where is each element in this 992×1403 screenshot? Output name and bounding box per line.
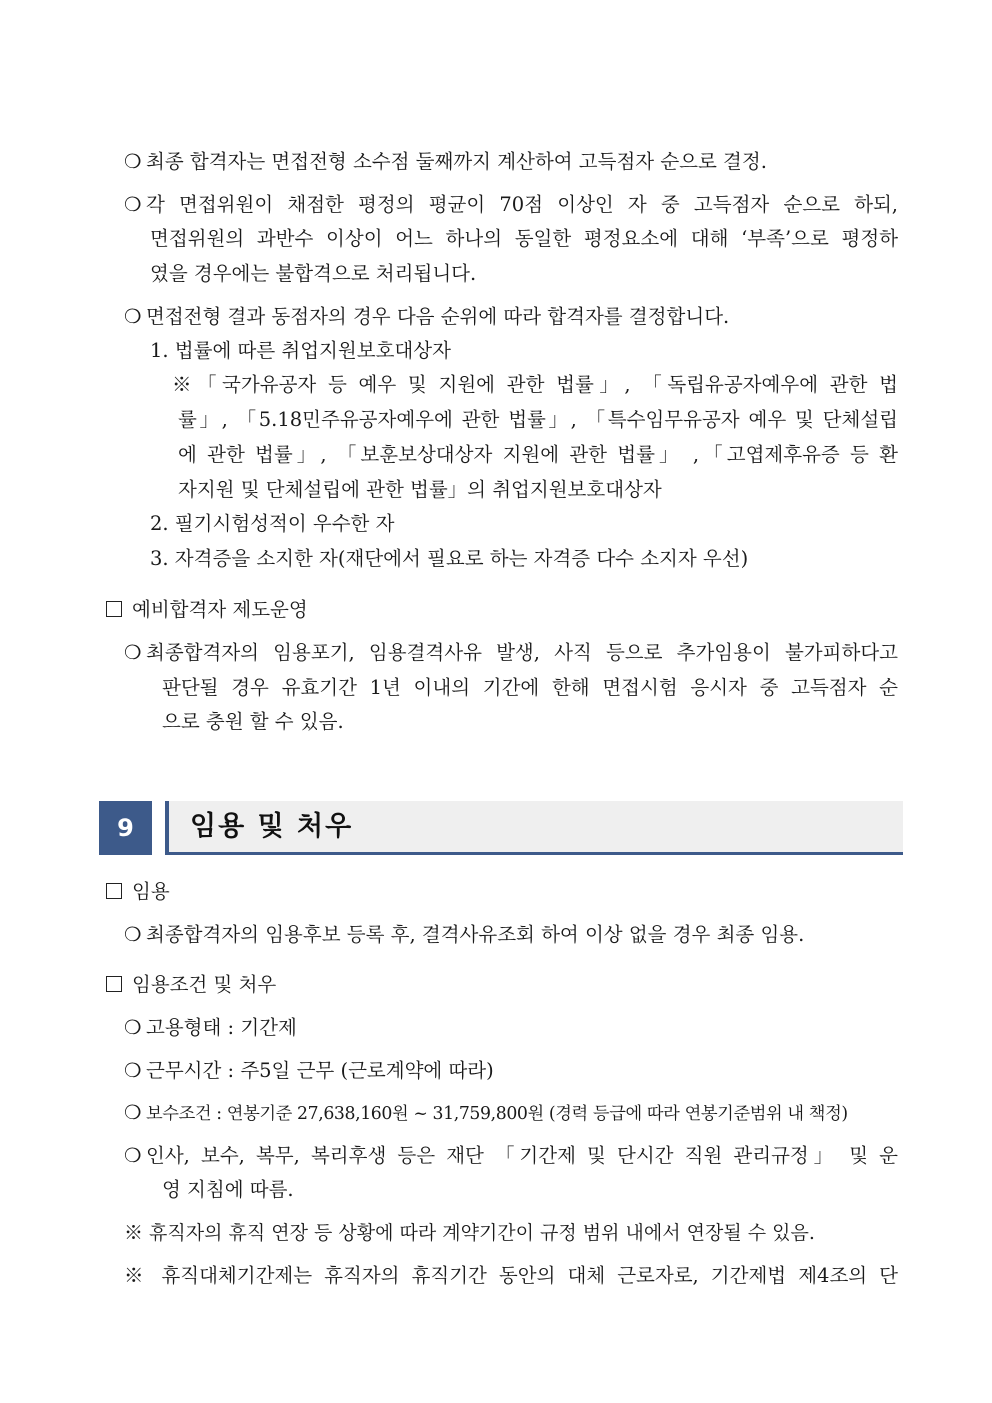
circle-bullet-icon: ❍ — [124, 1101, 142, 1124]
text-line: 최종 합격자는 면접전형 소수점 둘째까지 계산하여 고득점자 순으로 결정. — [146, 150, 767, 173]
personnel-rules-line — [124, 1143, 898, 1169]
text-line: 고용형태 : 기간제 — [146, 1016, 297, 1039]
text-line: 근무시간 : 주5일 근무 (근로계약에 따라) — [146, 1059, 494, 1082]
text-line: 인사, 보수, 복무, 복리후생 등은 재단 「기간제 및 단시간 직원 관리규정」 및 운 — [146, 1144, 898, 1167]
section-number-badge: 9 — [99, 801, 152, 855]
note-line: 률」, 「5.18민주유공자예우에 관한 법률」, 「특수임무유공자 예우 및 단체설립 — [178, 408, 898, 431]
circle-bullet-icon: ❍ — [124, 1059, 142, 1082]
note-line: 자지원 및 단체설립에 관한 법률」의 취업지원보호대상자 — [178, 478, 662, 501]
appointment-text — [124, 922, 804, 948]
heading-text: 임용조건 및 처우 — [132, 973, 277, 996]
square-bullet-icon — [106, 601, 122, 617]
circle-bullet-icon: ❍ — [124, 923, 142, 946]
employment-type — [124, 1015, 297, 1041]
section-title: 임용 및 처우 — [190, 811, 354, 842]
text-line: 판단될 경우 유효기간 1년 이내의 기간에 한해 면접시험 응시자 중 고득점자 순 — [162, 676, 898, 699]
circle-bullet-icon: ❍ — [124, 305, 142, 328]
appointment-heading — [106, 879, 170, 905]
square-bullet-icon — [106, 976, 122, 992]
reserve-heading — [106, 597, 308, 623]
work-hours — [124, 1058, 494, 1084]
square-bullet-icon — [106, 883, 122, 899]
circle-bullet-icon: ❍ — [124, 641, 142, 664]
circle-bullet-icon: ❍ — [124, 1016, 142, 1039]
salary-conditions — [124, 1100, 848, 1127]
text-line: 최종합격자의 임용후보 등록 후, 결격사유조회 하여 이상 없을 경우 최종 임용. — [146, 923, 805, 946]
text-line: 최종합격자의 임용포기, 임용결격사유 발생, 사직 등으로 추가임용이 불가피하다고 — [146, 641, 898, 664]
priority-item-2: 2. 필기시험성적이 우수한 자 — [150, 512, 395, 535]
circle-bullet-icon: ❍ — [124, 1144, 142, 1167]
reserve-text-line — [124, 640, 898, 666]
text-line: 으로 충원 할 수 있음. — [162, 710, 344, 733]
priority-item-1: 1. 법률에 따른 취업지원보호대상자 — [150, 339, 451, 362]
text-line: 영 지침에 따름. — [162, 1178, 294, 1201]
text-line: 면접위원의 과반수 이상이 어느 하나의 동일한 평정요소에 대해 ‘부족’으로 평정하 — [150, 227, 898, 250]
conditions-heading — [106, 972, 276, 998]
text-line: 면접전형 결과 동점자의 경우 다음 순위에 따라 합격자를 결정합니다. — [146, 305, 730, 328]
final-selection-text — [124, 149, 767, 175]
text-line: 였을 경우에는 불합격으로 처리됩니다. — [150, 262, 477, 285]
note-extension: ※ 휴직자의 휴직 연장 등 상황에 따라 계약기간이 규정 범위 내에서 연장될 수 있음. — [124, 1222, 815, 1244]
priority-item-3: 3. 자격증을 소지한 자(재단에서 필요로 하는 자격증 다수 소지자 우선) — [150, 547, 749, 570]
note-line: 에 관한 법률」, 「보훈보상대상자 지원에 관한 법률」 ,「고엽제후유증 등 환 — [178, 443, 898, 466]
text-line: 보수조건 : 연봉기준 27,638,160원 ~ 31,759,800원 (경력 등급에 따라 연봉기준범위 내 책정) — [146, 1104, 848, 1124]
note-line: ※「국가유공자 등 예우 및 지원에 관한 법률」, 「독립유공자예우에 관한 법 — [172, 373, 898, 396]
heading-text: 예비합격자 제도운영 — [132, 598, 308, 621]
text-line: 각 면접위원이 채점한 평정의 평균이 70점 이상인 자 중 고득점자 순으로 하되, — [146, 193, 898, 216]
circle-bullet-icon: ❍ — [124, 193, 142, 216]
note-substitute: ※ 휴직대체기간제는 휴직자의 휴직기간 동안의 대체 근로자로, 기간제법 제4조의 단 — [124, 1264, 898, 1287]
scoring-criteria-line — [124, 192, 898, 218]
heading-text: 임용 — [132, 880, 170, 903]
circle-bullet-icon: ❍ — [124, 150, 142, 173]
tie-rule-line — [124, 304, 729, 330]
